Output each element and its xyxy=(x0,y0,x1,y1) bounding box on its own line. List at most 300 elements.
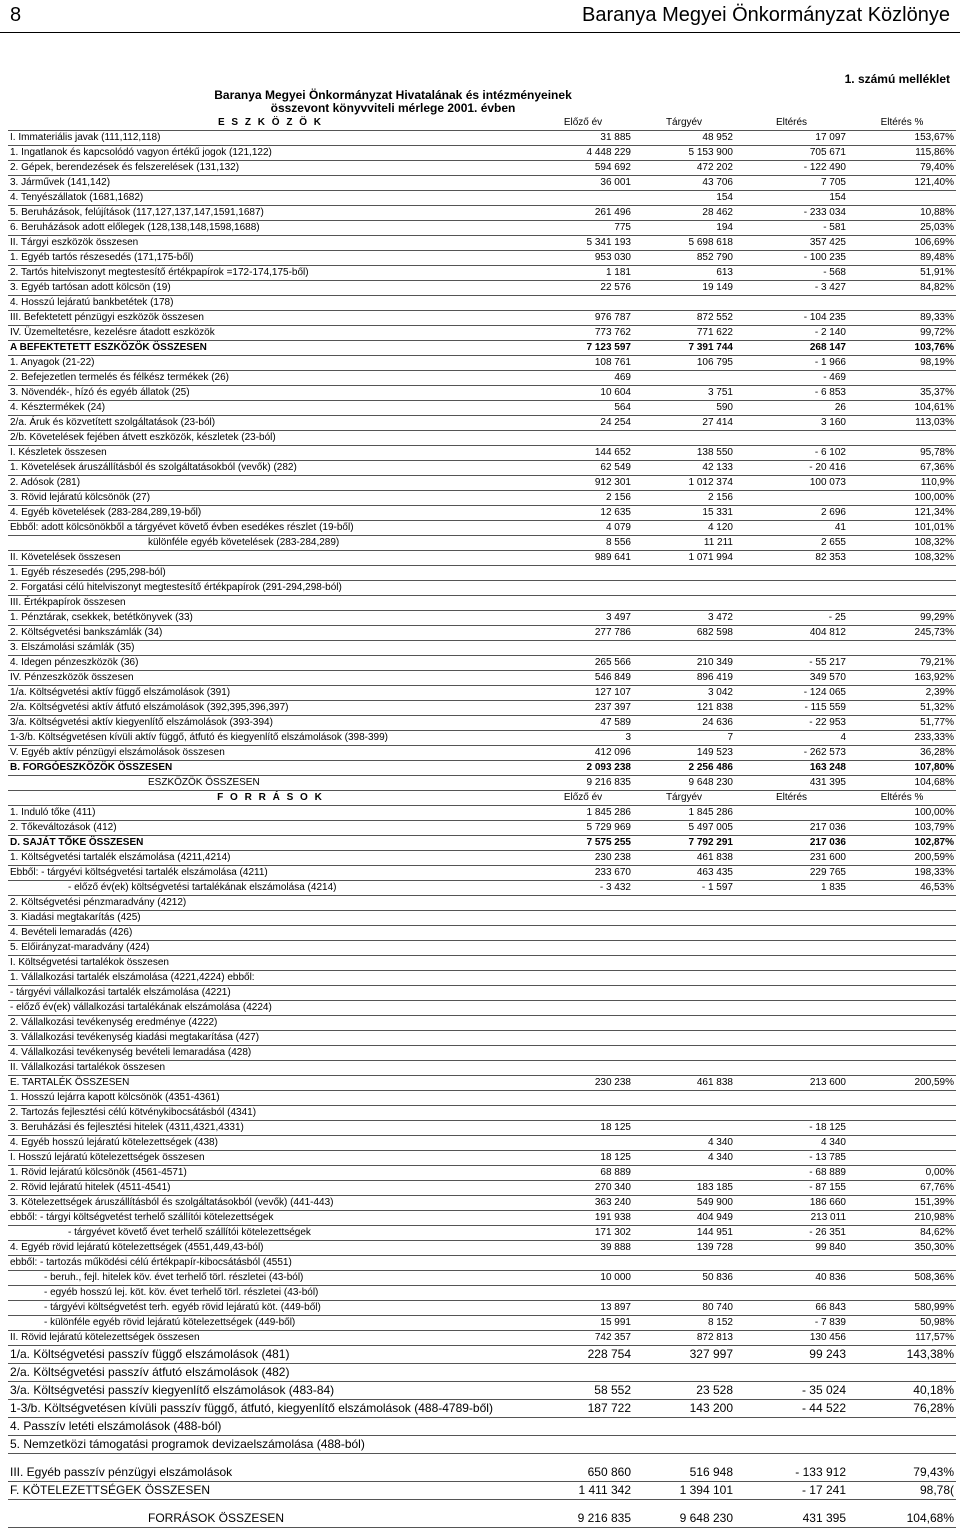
table-row xyxy=(8,626,956,641)
table-row xyxy=(8,1046,956,1061)
cell-difference-percent: 95,78% xyxy=(848,446,956,461)
table-row xyxy=(8,446,956,461)
cell-row-label: - különféle egyéb rövid lejáratú kötelezettségek (449-ből) xyxy=(8,1316,533,1331)
table-row xyxy=(8,761,956,776)
cell-row-label: 2. Adósok (281) xyxy=(8,476,533,491)
cell-difference-percent: 98,78( xyxy=(848,1482,956,1500)
table-row xyxy=(8,1121,956,1136)
cell-difference: - 13 785 xyxy=(735,1151,848,1166)
cell-previous-year: 5 341 193 xyxy=(533,236,633,251)
cell-difference: - 1 966 xyxy=(735,356,848,371)
cell-difference-percent: 0,00% xyxy=(848,1166,956,1181)
cell-row-label: 4. Egyéb rövid lejáratú kötelezettségek (4551,449,43-ból) xyxy=(8,1241,533,1256)
cell-difference-percent xyxy=(848,641,956,656)
table-row xyxy=(8,1091,956,1106)
cell-previous-year: 2 093 238 xyxy=(533,761,633,776)
cell-difference xyxy=(735,641,848,656)
cell-previous-year xyxy=(533,926,633,941)
cell-difference: - 55 217 xyxy=(735,656,848,671)
cell-difference-percent xyxy=(848,1500,956,1511)
cell-difference: Eltérés xyxy=(735,116,848,131)
cell-current-year: 4 340 xyxy=(633,1136,735,1151)
cell-row-label: 2. Tartós hitelviszonyt megtestesítő értékpapírok =172-174,175-ből) xyxy=(8,266,533,281)
cell-previous-year: 775 xyxy=(533,221,633,236)
cell-difference-percent xyxy=(848,566,956,581)
cell-difference xyxy=(735,956,848,971)
cell-current-year: 183 185 xyxy=(633,1181,735,1196)
cell-difference: 82 353 xyxy=(735,551,848,566)
cell-row-label: 4. Késztermékek (24) xyxy=(8,401,533,416)
table-row xyxy=(8,971,956,986)
cell-difference xyxy=(735,1454,848,1465)
table-row xyxy=(8,131,956,146)
cell-difference-percent: 210,98% xyxy=(848,1211,956,1226)
cell-previous-year: 31 885 xyxy=(533,131,633,146)
balance-sheet-table xyxy=(8,116,956,1528)
cell-previous-year: 187 722 xyxy=(533,1400,633,1418)
cell-difference: - 469 xyxy=(735,371,848,386)
cell-current-year xyxy=(633,1364,735,1382)
cell-difference: - 115 559 xyxy=(735,701,848,716)
cell-difference-percent: 104,68% xyxy=(848,1510,956,1528)
table-row xyxy=(8,371,956,386)
cell-current-year: 7 xyxy=(633,731,735,746)
cell-difference: - 124 065 xyxy=(735,686,848,701)
table-row xyxy=(8,821,956,836)
table-row xyxy=(8,206,956,221)
cell-current-year: 4 340 xyxy=(633,1151,735,1166)
cell-current-year: 15 331 xyxy=(633,506,735,521)
cell-difference: 2 655 xyxy=(735,536,848,551)
cell-difference-percent: 99,29% xyxy=(848,611,956,626)
cell-previous-year: 594 692 xyxy=(533,161,633,176)
table-header-row xyxy=(8,791,956,806)
cell-difference: - 122 490 xyxy=(735,161,848,176)
cell-previous-year: 4 448 229 xyxy=(533,146,633,161)
cell-row-label: - tárgyévi vállalkozási tartalék elszámolása (4221) xyxy=(8,986,533,1001)
cell-current-year: 3 751 xyxy=(633,386,735,401)
cell-current-year: 516 948 xyxy=(633,1464,735,1482)
cell-difference-percent xyxy=(848,911,956,926)
cell-previous-year: 18 125 xyxy=(533,1121,633,1136)
cell-current-year xyxy=(633,581,735,596)
cell-previous-year: 22 576 xyxy=(533,281,633,296)
cell-current-year: 5 698 618 xyxy=(633,236,735,251)
table-row xyxy=(8,851,956,866)
cell-previous-year: 10 604 xyxy=(533,386,633,401)
cell-current-year: 149 523 xyxy=(633,746,735,761)
table-row xyxy=(8,671,956,686)
cell-row-label: F O R R Á S O K xyxy=(8,791,533,806)
cell-current-year: 143 200 xyxy=(633,1400,735,1418)
cell-difference: - 262 573 xyxy=(735,746,848,761)
table-row xyxy=(8,986,956,1001)
cell-difference: - 68 889 xyxy=(735,1166,848,1181)
cell-previous-year: 5 729 969 xyxy=(533,821,633,836)
cell-difference-percent: 84,82% xyxy=(848,281,956,296)
cell-difference: 99 243 xyxy=(735,1346,848,1364)
cell-previous-year: 8 556 xyxy=(533,536,633,551)
cell-difference: 66 843 xyxy=(735,1301,848,1316)
table-row xyxy=(8,956,956,971)
cell-previous-year: 230 238 xyxy=(533,851,633,866)
cell-difference-percent: 110,9% xyxy=(848,476,956,491)
table-row xyxy=(8,716,956,731)
cell-difference-percent: 163,92% xyxy=(848,671,956,686)
cell-row-label: 1. Egyéb tartós részesedés (171,175-ből) xyxy=(8,251,533,266)
cell-current-year xyxy=(633,911,735,926)
cell-row-label: 4. Bevételi lemaradás (426) xyxy=(8,926,533,941)
cell-difference-percent: 25,03% xyxy=(848,221,956,236)
cell-difference-percent xyxy=(848,1436,956,1454)
header-divider xyxy=(0,32,960,33)
cell-difference xyxy=(735,1016,848,1031)
table-row xyxy=(8,1346,956,1364)
cell-row-label: 2. Költségvetési bankszámlák (34) xyxy=(8,626,533,641)
table-row xyxy=(8,926,956,941)
cell-difference xyxy=(735,1418,848,1436)
cell-previous-year: 9 216 835 xyxy=(533,1510,633,1528)
cell-previous-year xyxy=(533,986,633,1001)
cell-difference xyxy=(735,566,848,581)
cell-previous-year: 989 641 xyxy=(533,551,633,566)
table-row xyxy=(8,326,956,341)
cell-difference: 431 395 xyxy=(735,776,848,791)
cell-previous-year: 546 849 xyxy=(533,671,633,686)
table-row xyxy=(8,596,956,611)
cell-difference-percent xyxy=(848,1151,956,1166)
document-title: Baranya Megyei Önkormányzat Hivatalának és intézményeinek xyxy=(214,88,572,102)
cell-current-year: 210 349 xyxy=(633,656,735,671)
cell-previous-year xyxy=(533,971,633,986)
table-row xyxy=(8,701,956,716)
cell-previous-year: 650 860 xyxy=(533,1464,633,1482)
cell-previous-year: 564 xyxy=(533,401,633,416)
page-number: 8 xyxy=(10,4,22,26)
cell-previous-year xyxy=(533,941,633,956)
table-row xyxy=(8,1464,956,1482)
table-row xyxy=(8,176,956,191)
cell-row-label: 4. Egyéb hosszú lejáratú kötelezettségek (438) xyxy=(8,1136,533,1151)
cell-current-year xyxy=(633,896,735,911)
cell-difference-percent: 233,33% xyxy=(848,731,956,746)
cell-current-year xyxy=(633,1061,735,1076)
cell-difference: 163 248 xyxy=(735,761,848,776)
cell-row-label: 3. Beruházási és fejlesztési hitelek (4311,4321,4331) xyxy=(8,1121,533,1136)
cell-previous-year: 261 496 xyxy=(533,206,633,221)
cell-difference-percent: 108,32% xyxy=(848,551,956,566)
cell-previous-year xyxy=(533,1106,633,1121)
table-row xyxy=(8,281,956,296)
cell-previous-year: 277 786 xyxy=(533,626,633,641)
cell-difference: 40 836 xyxy=(735,1271,848,1286)
cell-current-year: 3 042 xyxy=(633,686,735,701)
cell-difference: 268 147 xyxy=(735,341,848,356)
cell-previous-year: 12 635 xyxy=(533,506,633,521)
cell-row-label: 6. Beruházások adott előlegek (128,138,148,1598,1688) xyxy=(8,221,533,236)
cell-difference: - 6 102 xyxy=(735,446,848,461)
cell-difference: - 133 912 xyxy=(735,1464,848,1482)
cell-previous-year: Előző év xyxy=(533,116,633,131)
cell-row-label: 2. Tartozás fejlesztési célú kötvénykibocsátásból (4341) xyxy=(8,1106,533,1121)
cell-row-label: 1. Anyagok (21-22) xyxy=(8,356,533,371)
cell-previous-year xyxy=(533,641,633,656)
cell-difference: - 581 xyxy=(735,221,848,236)
cell-difference-percent xyxy=(848,1001,956,1016)
cell-difference-percent: 89,48% xyxy=(848,251,956,266)
table-row xyxy=(8,341,956,356)
cell-current-year xyxy=(633,1106,735,1121)
table-row xyxy=(8,251,956,266)
cell-difference: - 35 024 xyxy=(735,1382,848,1400)
cell-difference-percent: Eltérés % xyxy=(848,791,956,806)
table-row xyxy=(8,506,956,521)
cell-current-year xyxy=(633,1436,735,1454)
cell-previous-year: 2 156 xyxy=(533,491,633,506)
cell-previous-year: 3 xyxy=(533,731,633,746)
cell-current-year xyxy=(633,986,735,1001)
cell-row-label: 3. Növendék-, hízó és egyéb állatok (25) xyxy=(8,386,533,401)
cell-difference: - 44 522 xyxy=(735,1400,848,1418)
cell-row-label: D. SAJÁT TŐKE ÖSSZESEN xyxy=(8,836,533,851)
cell-difference-percent xyxy=(848,1121,956,1136)
cell-current-year xyxy=(633,641,735,656)
cell-row-label: - előző év(ek) vállalkozási tartalékának elszámolása (4224) xyxy=(8,1001,533,1016)
table-row xyxy=(8,1061,956,1076)
cell-difference-percent: 102,87% xyxy=(848,836,956,851)
cell-difference-percent xyxy=(848,1106,956,1121)
cell-row-label: 1. Vállalkozási tartalék elszámolása (4221,4224) ebből: xyxy=(8,971,533,986)
table-row xyxy=(8,1286,956,1301)
table-row xyxy=(8,656,956,671)
cell-difference: - 100 235 xyxy=(735,251,848,266)
cell-difference-percent xyxy=(848,1016,956,1031)
table-row xyxy=(8,1316,956,1331)
table-row xyxy=(8,266,956,281)
table-row xyxy=(8,1364,956,1382)
cell-current-year: 1 845 286 xyxy=(633,806,735,821)
cell-difference-percent: 107,80% xyxy=(848,761,956,776)
cell-difference: - 87 155 xyxy=(735,1181,848,1196)
cell-row-label: 2/b. Követelések fejében átvett eszközök, készletek (23-ból) xyxy=(8,431,533,446)
cell-difference-percent: 108,32% xyxy=(848,536,956,551)
table-row xyxy=(8,686,956,701)
cell-difference: 7 705 xyxy=(735,176,848,191)
cell-current-year: 472 202 xyxy=(633,161,735,176)
cell-row-label: III. Befektetett pénzügyi eszközök összesen xyxy=(8,311,533,326)
cell-difference: 213 011 xyxy=(735,1211,848,1226)
cell-difference-percent: 101,01% xyxy=(848,521,956,536)
table-row xyxy=(8,1418,956,1436)
cell-current-year: 682 598 xyxy=(633,626,735,641)
cell-previous-year: 13 897 xyxy=(533,1301,633,1316)
table-row xyxy=(8,1241,956,1256)
cell-current-year xyxy=(633,1121,735,1136)
cell-previous-year: 237 397 xyxy=(533,701,633,716)
cell-row-label: I. Készletek összesen xyxy=(8,446,533,461)
cell-current-year: 3 472 xyxy=(633,611,735,626)
cell-difference: - 20 416 xyxy=(735,461,848,476)
cell-previous-year xyxy=(533,596,633,611)
cell-row-label: E S Z K Ö Z Ö K xyxy=(8,116,533,131)
cell-difference: - 568 xyxy=(735,266,848,281)
table-row xyxy=(8,236,956,251)
cell-difference: - 6 853 xyxy=(735,386,848,401)
cell-row-label: - tárgyévet követő évet terhelő szállítói kötelezettségek xyxy=(8,1226,533,1241)
cell-difference: 41 xyxy=(735,521,848,536)
cell-previous-year xyxy=(533,581,633,596)
cell-difference-percent: 99,72% xyxy=(848,326,956,341)
table-row xyxy=(8,941,956,956)
cell-difference-percent xyxy=(848,926,956,941)
cell-current-year xyxy=(633,1091,735,1106)
cell-difference-percent: 104,68% xyxy=(848,776,956,791)
table-row xyxy=(8,866,956,881)
cell-difference xyxy=(735,1091,848,1106)
cell-difference-percent xyxy=(848,1031,956,1046)
cell-difference xyxy=(735,1031,848,1046)
cell-previous-year xyxy=(533,1061,633,1076)
cell-row-label: FORRÁSOK ÖSSZESEN xyxy=(8,1510,533,1528)
cell-difference-percent: 67,76% xyxy=(848,1181,956,1196)
cell-difference: - 25 xyxy=(735,611,848,626)
table-row xyxy=(8,491,956,506)
table-row xyxy=(8,1482,956,1500)
cell-difference-percent: 10,88% xyxy=(848,206,956,221)
cell-row-label: 1. Induló tőke (411) xyxy=(8,806,533,821)
cell-row-label: 5. Előirányzat-maradvány (424) xyxy=(8,941,533,956)
cell-previous-year: 265 566 xyxy=(533,656,633,671)
cell-current-year: 7 391 744 xyxy=(633,341,735,356)
cell-current-year: 27 414 xyxy=(633,416,735,431)
balance-sheet-body xyxy=(8,116,956,1528)
cell-current-year xyxy=(633,1286,735,1301)
cell-previous-year: 270 340 xyxy=(533,1181,633,1196)
cell-previous-year: 469 xyxy=(533,371,633,386)
table-row xyxy=(8,1271,956,1286)
cell-previous-year: 742 357 xyxy=(533,1331,633,1346)
cell-previous-year: - 3 432 xyxy=(533,881,633,896)
table-row xyxy=(8,461,956,476)
cell-previous-year: 1 845 286 xyxy=(533,806,633,821)
cell-current-year xyxy=(633,371,735,386)
cell-difference: - 104 235 xyxy=(735,311,848,326)
cell-previous-year: 15 991 xyxy=(533,1316,633,1331)
table-row xyxy=(8,221,956,236)
cell-current-year: 461 838 xyxy=(633,851,735,866)
cell-current-year: 121 838 xyxy=(633,701,735,716)
cell-difference-percent: 40,18% xyxy=(848,1382,956,1400)
cell-current-year: 9 648 230 xyxy=(633,1510,735,1528)
cell-difference-percent: 121,34% xyxy=(848,506,956,521)
cell-current-year: 106 795 xyxy=(633,356,735,371)
table-row xyxy=(8,911,956,926)
cell-row-label: 1. Hosszú lejárra kapott kölcsönök (4351-4361) xyxy=(8,1091,533,1106)
cell-current-year: 138 550 xyxy=(633,446,735,461)
cell-difference: 404 812 xyxy=(735,626,848,641)
cell-current-year: 139 728 xyxy=(633,1241,735,1256)
table-row xyxy=(8,1031,956,1046)
cell-row-label: - tárgyévi költségvetést terh. egyéb rövid lejáratú köt. (449-ből) xyxy=(8,1301,533,1316)
cell-difference: - 18 125 xyxy=(735,1121,848,1136)
cell-previous-year xyxy=(533,1436,633,1454)
cell-current-year: 872 813 xyxy=(633,1331,735,1346)
cell-current-year xyxy=(633,941,735,956)
cell-row-label: ESZKÖZÖK ÖSSZESEN xyxy=(8,776,533,791)
cell-difference-percent: 106,69% xyxy=(848,236,956,251)
cell-previous-year: 9 216 835 xyxy=(533,776,633,791)
annex-label: 1. számú melléklet xyxy=(844,72,950,86)
cell-difference: 154 xyxy=(735,191,848,206)
cell-previous-year: 7 123 597 xyxy=(533,341,633,356)
table-row xyxy=(8,1436,956,1454)
cell-row-label: 2. Befejezetlen termelés és félkész termékek (26) xyxy=(8,371,533,386)
cell-current-year xyxy=(633,1418,735,1436)
cell-difference: 349 570 xyxy=(735,671,848,686)
cell-previous-year xyxy=(533,431,633,446)
cell-row-label: 1. Költségvetési tartalék elszámolása (4211,4214) xyxy=(8,851,533,866)
cell-difference-percent: 76,28% xyxy=(848,1400,956,1418)
cell-difference-percent: 79,40% xyxy=(848,161,956,176)
table-row xyxy=(8,1510,956,1528)
cell-row-label: 3. Kötelezettségek áruszállításból és szolgáltatásokból (vevők) (441-443) xyxy=(8,1196,533,1211)
cell-previous-year: 47 589 xyxy=(533,716,633,731)
cell-previous-year: 7 575 255 xyxy=(533,836,633,851)
cell-current-year: 8 152 xyxy=(633,1316,735,1331)
cell-previous-year: 108 761 xyxy=(533,356,633,371)
table-row xyxy=(8,161,956,176)
cell-row-label: 3. Elszámolási számlák (35) xyxy=(8,641,533,656)
cell-difference-percent xyxy=(848,191,956,206)
cell-difference xyxy=(735,1001,848,1016)
cell-row-label: 1. Egyéb részesedés (295,298-ból) xyxy=(8,566,533,581)
cell-previous-year: 127 107 xyxy=(533,686,633,701)
cell-row-label: 3. Vállalkozási tevékenység kiadási megtakarítása (427) xyxy=(8,1031,533,1046)
cell-difference xyxy=(735,296,848,311)
cell-difference-percent xyxy=(848,371,956,386)
cell-difference-percent xyxy=(848,1046,956,1061)
table-row xyxy=(8,611,956,626)
cell-previous-year: 191 938 xyxy=(533,1211,633,1226)
cell-row-label: 1. Ingatlanok és kapcsolódó vagyon értékű jogok (121,122) xyxy=(8,146,533,161)
cell-current-year xyxy=(633,566,735,581)
cell-difference-percent: Eltérés % xyxy=(848,116,956,131)
cell-difference: 2 696 xyxy=(735,506,848,521)
cell-row-label: I. Hosszú lejáratú kötelezettségek összesen xyxy=(8,1151,533,1166)
table-row xyxy=(8,1181,956,1196)
cell-difference-percent: 508,36% xyxy=(848,1271,956,1286)
table-row xyxy=(8,731,956,746)
cell-row-label: 1. Rövid lejáratú kölcsönök (4561-4571) xyxy=(8,1166,533,1181)
cell-row-label: V. Egyéb aktív pénzügyi elszámolások összesen xyxy=(8,746,533,761)
cell-row-label: III. Egyéb passzív pénzügyi elszámolások xyxy=(8,1464,533,1482)
cell-current-year xyxy=(633,596,735,611)
cell-current-year: 50 836 xyxy=(633,1271,735,1286)
table-row xyxy=(8,1382,956,1400)
cell-difference-percent: 89,33% xyxy=(848,311,956,326)
cell-current-year xyxy=(633,431,735,446)
cell-difference-percent: 103,79% xyxy=(848,821,956,836)
cell-current-year xyxy=(633,1256,735,1271)
table-row xyxy=(8,806,956,821)
cell-difference-percent xyxy=(848,296,956,311)
cell-row-label: 2. Vállalkozási tevékenység eredménye (4222) xyxy=(8,1016,533,1031)
cell-difference-percent: 79,21% xyxy=(848,656,956,671)
cell-row-label: II. Tárgyi eszközök összesen xyxy=(8,236,533,251)
cell-current-year: 852 790 xyxy=(633,251,735,266)
table-row xyxy=(8,1256,956,1271)
cell-current-year: 23 528 xyxy=(633,1382,735,1400)
